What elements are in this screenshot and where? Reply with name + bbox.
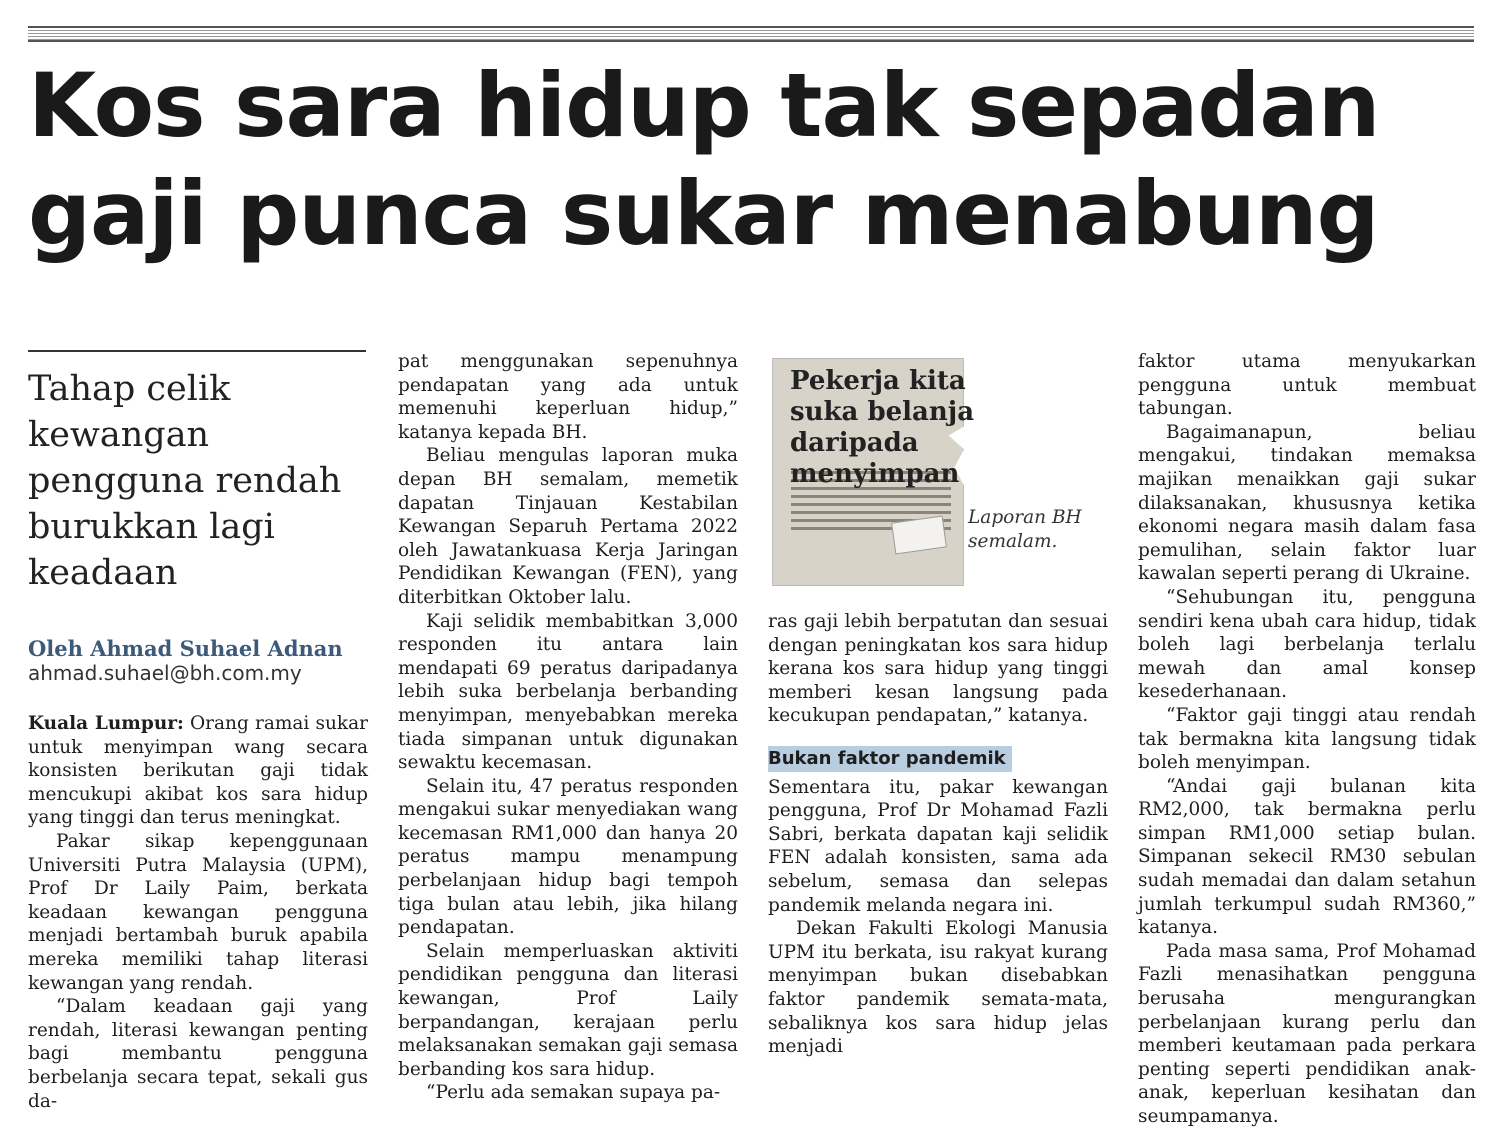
top-rule bbox=[28, 26, 1474, 42]
paragraph: “Perlu ada semakan supaya pa- bbox=[426, 1082, 721, 1104]
headline-line-1: Kos sara hidup tak sepadan bbox=[28, 54, 1380, 157]
paragraph: Sementara itu, pakar kewangan pengguna, Prof Dr Mohamad Fazli Sabri, berkata dapatan kaji selidik FEN adalah konsisten, sama ada sebelum, semasa dan selepas pandemik melanda negara ini. bbox=[768, 776, 1108, 916]
paragraph: “Andai gaji bulanan kita RM2,000, tak bermakna perlu simpan RM1,000 setiap bulan. Simpanan sekecil RM30 sebulan sudah memadai dan dalam setahun jumlah terkumpul sudah RM360,” katanya. bbox=[1138, 775, 1476, 939]
paragraph: Dekan Fakulti Ekologi Manusia UPM itu berkata, isu rakyat kurang menyimpan bukan disebabkan faktor pandemik semata-mata, sebaliknya kos sara hidup jelas menjadi bbox=[768, 918, 1108, 1058]
clipping-photo-icon bbox=[891, 516, 947, 555]
article-column-4 bbox=[1138, 350, 1476, 1129]
dateline: Kuala Lumpur: bbox=[28, 713, 184, 734]
article-column-2 bbox=[398, 350, 738, 1105]
headline-line-2: gaji punca sukar menabung bbox=[28, 162, 1379, 265]
paragraph: Kaji selidik membabitkan 3,000 responden itu antara lain mendapati 69 peratus daripadanya lebih suka berbelanja berbanding menyimpan, menyebabkan mereka tiada simpanan untuk digunakan sewaktu kecemasan. bbox=[398, 610, 738, 774]
article-column-3 bbox=[768, 610, 1108, 1059]
deck-rule bbox=[28, 350, 366, 352]
subheading: Bukan faktor pandemik bbox=[768, 746, 1012, 772]
paragraph: Selain itu, 47 peratus responden mengakui sukar menyediakan wang kecemasan RM1,000 dan hanya 20 peratus mampu menampung perbelanjaan hidup bagi tempoh tiga bulan atau lebih, jika hilang pendapatan. bbox=[398, 775, 738, 939]
paragraph: Selain memperluaskan aktiviti pendidikan pengguna dan literasi kewangan, Prof Laily berpandangan, kerajaan perlu melaksanakan semakan gaji semasa berbanding kos sara hidup. bbox=[398, 940, 738, 1080]
paragraph bbox=[28, 712, 368, 830]
clipping-title: Pekerja kita suka belanja daripada menyimpan bbox=[790, 366, 975, 489]
paragraph: “Sehubungan itu, pengguna sendiri kena ubah cara hidup, tidak boleh lagi berbelanja terlalu mewah dan amal konsep kesederhanaan. bbox=[1138, 586, 1476, 703]
paragraph: Beliau mengulas laporan muka depan BH semalam, memetik dapatan Tinjauan Kestabilan Kewangan Separuh Pertama 2022 oleh Jawatankuasa Kerja Jaringan Pendidikan Kewangan (FEN), yang diterbitkan Oktober lalu. bbox=[398, 445, 738, 608]
paragraph: “Faktor gaji tinggi atau rendah tak bermakna kita langsung tidak boleh menyimpan. bbox=[1138, 704, 1476, 774]
paragraph: Bagaimanapun, beliau mengakui, tindakan memaksa majikan menaikkan gaji sukar dilaksanakan, khususnya ketika ekonomi negara masih dalam fasa pemulihan, selain faktor luar kawalan seperti perang di Ukraine. bbox=[1138, 421, 1476, 585]
paragraph: faktor utama menyukarkan pengguna untuk membuat tabungan. bbox=[1138, 351, 1476, 420]
paragraph: Pakar sikap kepenggunaan Universiti Putra Malaysia (UPM), Prof Dr Laily Paim, berkata keadaan kewangan pengguna menjadi bertambah buruk apabila mereka memiliki tahap literasi kewangan yang rendah. bbox=[28, 830, 368, 994]
paragraph: ras gaji lebih berpatutan dan sesuai dengan peningkatan kos sara hidup kerana kos sara hidup yang tinggi memberi kesan langsung pada kecukupan pendapatan,” katanya. bbox=[768, 611, 1108, 727]
article-column-1 bbox=[28, 712, 368, 1113]
byline-email: ahmad.suhael@bh.com.my bbox=[28, 661, 302, 685]
paragraph-text: Orang ramai sukar untuk menyimpan wang secara konsisten berikutan gaji tidak mencukupi akibat kos sara hidup yang tinggi dan terus meningkat. bbox=[28, 713, 368, 829]
paragraph: Pada masa sama, Prof Mohamad Fazli menasihatkan pengguna berusaha mengurangkan perbelanjaan kurang perlu dan memberi keutamaan pada perkara penting seperti pendidikan anak-anak, keperluan kesihatan dan seumpamanya. bbox=[1138, 940, 1476, 1127]
clipping-image bbox=[772, 358, 1102, 588]
clipping-caption: Laporan BH semalam. bbox=[968, 507, 1082, 552]
byline-name: Oleh Ahmad Suhael Adnan bbox=[28, 636, 343, 661]
deck: Tahap celik kewangan pengguna rendah burukkan lagi keadaan bbox=[28, 369, 342, 593]
headline bbox=[28, 52, 1488, 268]
paragraph: pat menggunakan sepenuhnya pendapatan yang ada untuk memenuhi keperluan hidup,” katanya kepada BH. bbox=[398, 351, 738, 443]
paragraph: “Dalam keadaan gaji yang rendah, literasi kewangan penting bagi membantu pengguna berbelanja secara tepat, sekali gus da- bbox=[28, 996, 368, 1112]
